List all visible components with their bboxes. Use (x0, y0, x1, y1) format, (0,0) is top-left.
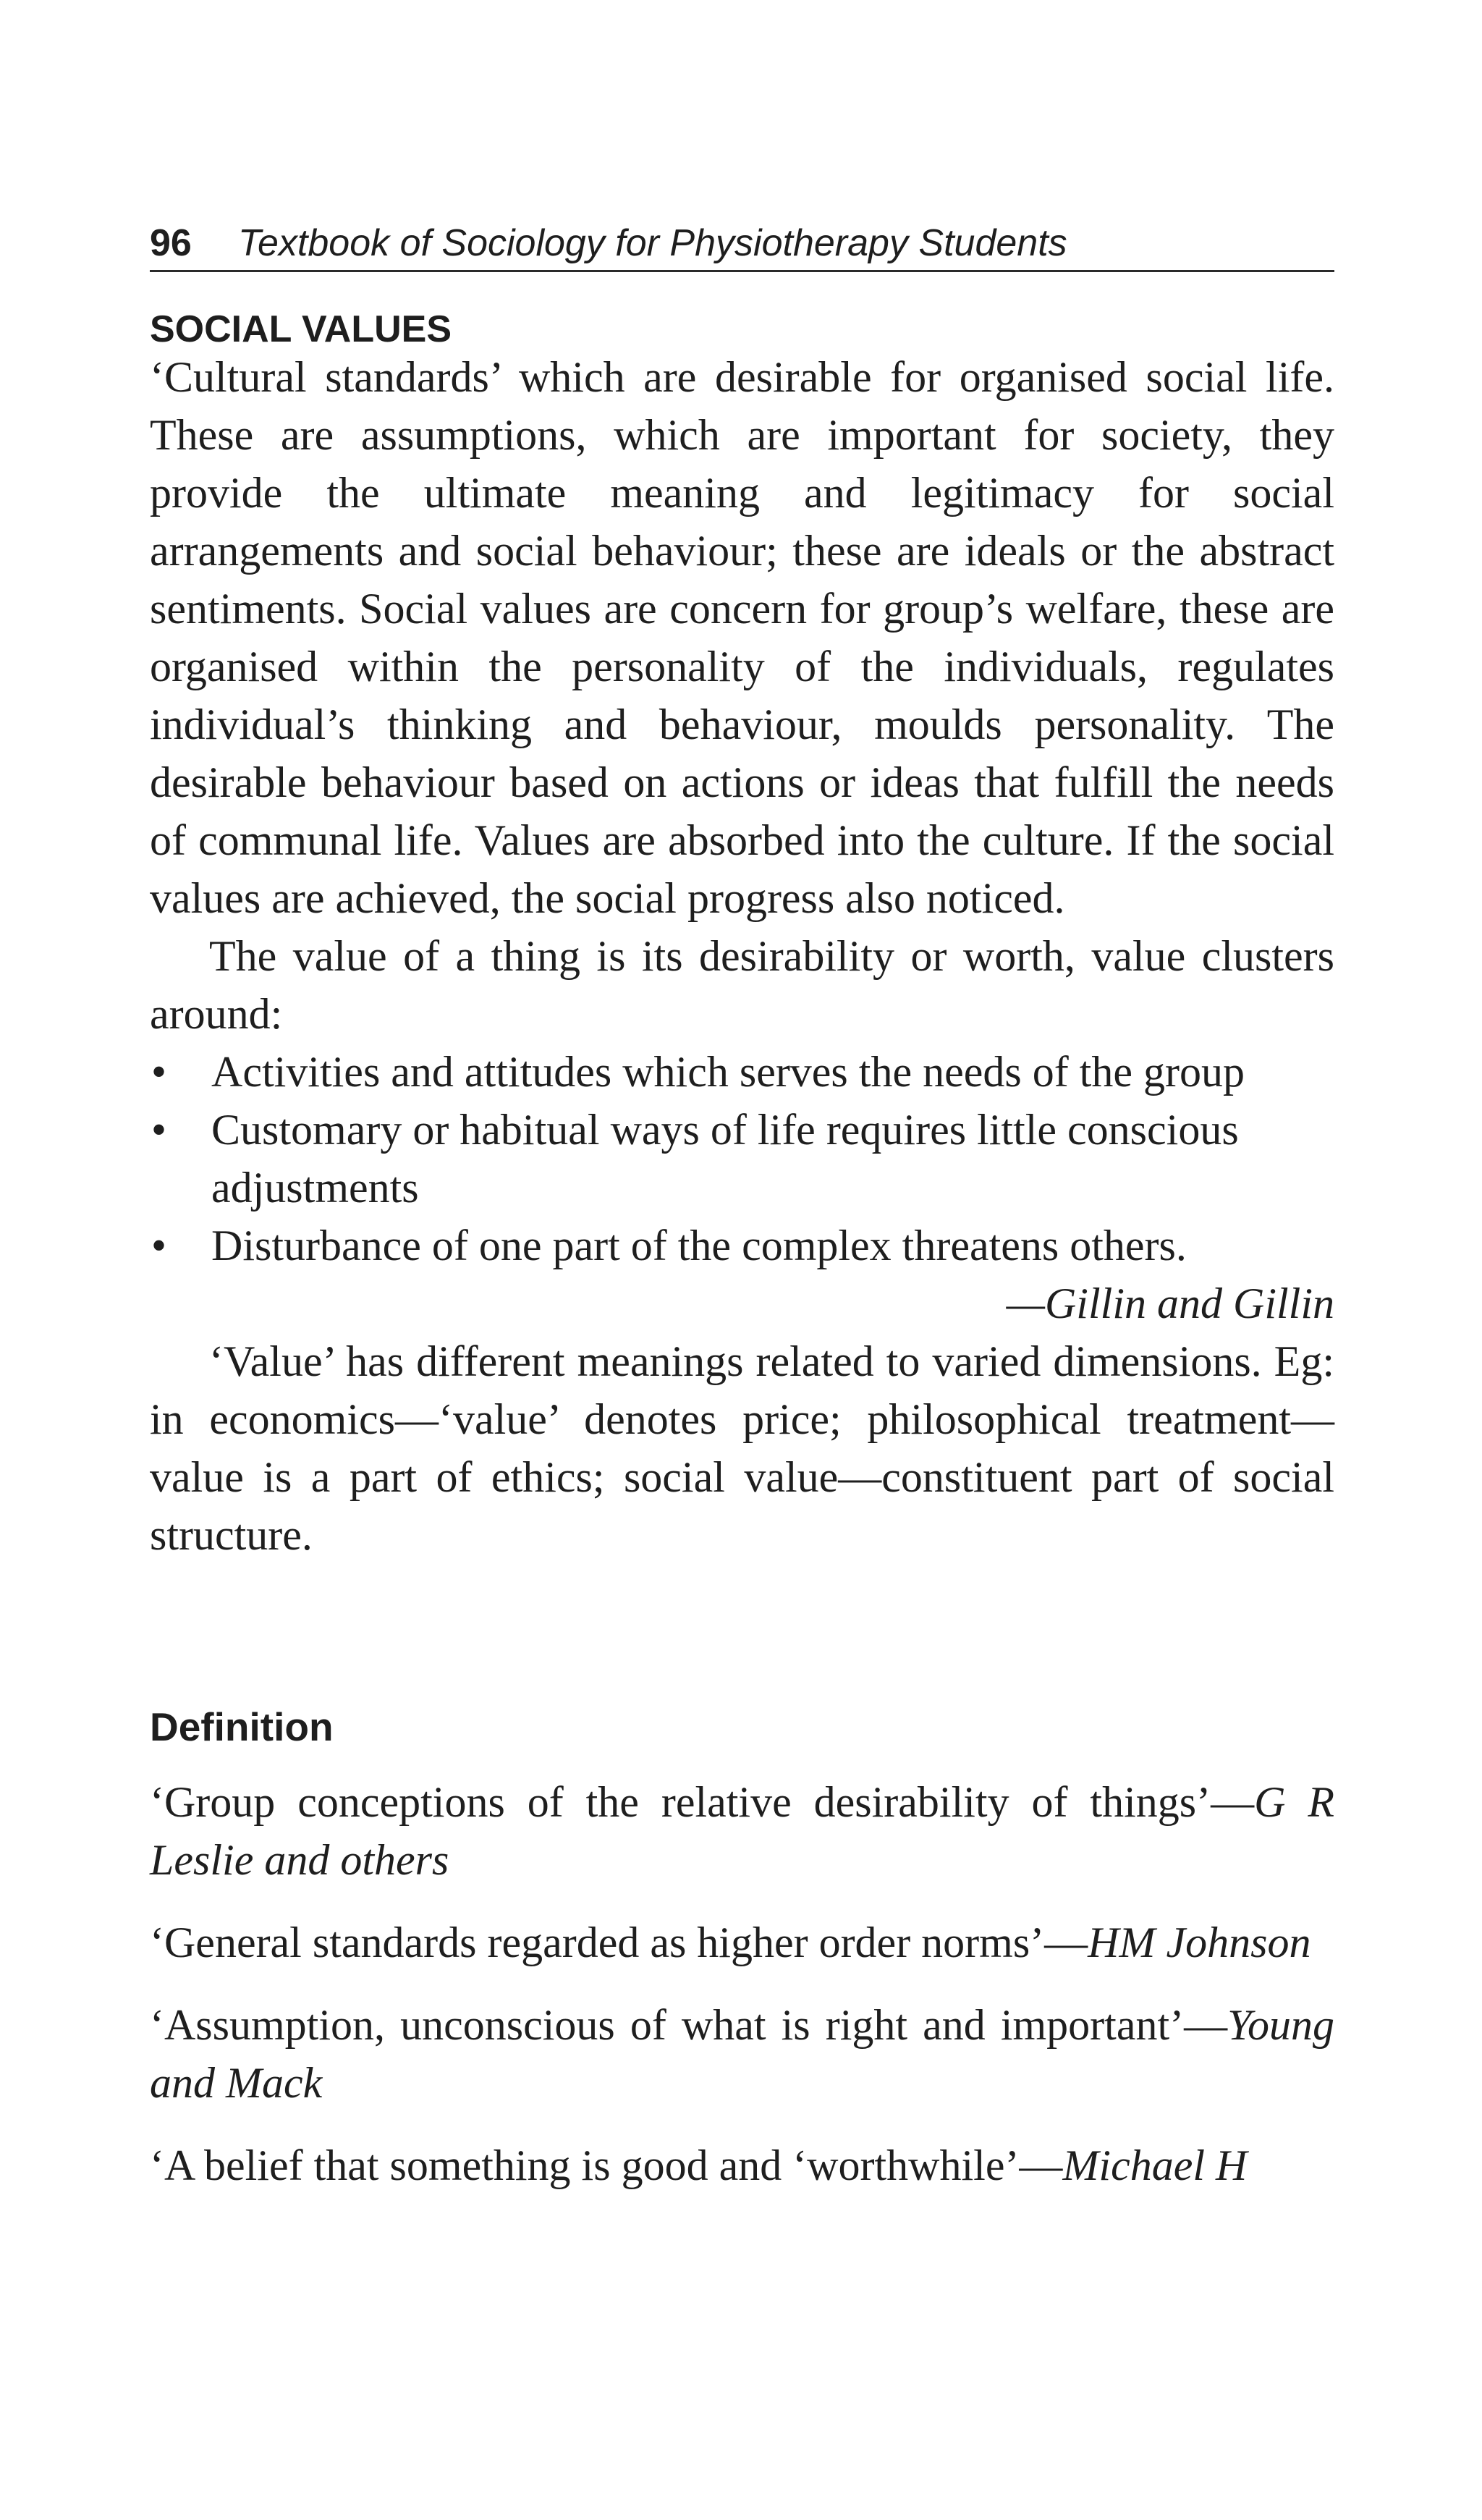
definition-quote: ‘Group conceptions of the relative desirability of things’— (150, 1778, 1255, 1826)
definition-author: Michael H (1062, 2141, 1248, 2189)
definition-item (150, 1996, 1334, 2112)
list-item (150, 1217, 1334, 1274)
definition-quote: ‘A belief that something is good and ‘worthwhile’— (150, 2141, 1063, 2189)
list-item (150, 1101, 1334, 1217)
intro-paragraph: ‘Cultural standards’ which are desirable for organised social life. These are assumptions, which are important for society, they provide the ultimate meaning and legitimacy for social arrangements and social behaviour; these are ideals or the abstract sentiments. Social values are concern for group’s welfare, these are organised within the personality of the individuals, regulates individual’s thinking and behaviour, moulds personality. The desirable behaviour based on actions or ideas that fulfill the needs of communal life. Values are absorbed into the culture. If the social values are achieved, the social progress also noticed. (150, 353, 1334, 922)
quote-attribution: —Gillin and Gillin (1006, 1280, 1334, 1327)
bullet-icon: • (151, 1222, 167, 1269)
list-item-text: Activities and attitudes which serves the needs of the group (211, 1048, 1245, 1096)
section-heading: SOCIAL VALUES (150, 308, 452, 350)
meanings-paragraph: ‘Value’ has different meanings related to varied dimensions. Eg: in economics—‘value’ denotes price; philosophical treatment—value is a part of ethics; social value—constituent part of social structure. (150, 1337, 1334, 1559)
page-number: 96 (150, 222, 192, 264)
list-item-text: Customary or habitual ways of life requires little conscious adjustments (211, 1106, 1239, 1212)
definition-item (150, 1773, 1334, 1889)
bullet-icon: • (151, 1106, 167, 1154)
bullet-icon: • (151, 1048, 167, 1096)
definition-author: HM Johnson (1088, 1919, 1311, 1966)
value-paragraph: The value of a thing is its desirability or worth, value clusters around: (150, 932, 1334, 1038)
definition-list (150, 1773, 1334, 2219)
definition-author: G R Leslie and others (150, 1778, 1334, 1884)
book-title: Textbook of Sociology for Physiotherapy Students (238, 222, 1067, 264)
running-header (150, 210, 1334, 272)
definition-quote: ‘General standards regarded as higher order norms’— (150, 1919, 1088, 1966)
value-clusters-list (150, 1043, 1334, 1274)
list-item (150, 1043, 1334, 1101)
social-values-body (150, 348, 1334, 1564)
definition-quote: ‘Assumption, unconscious of what is right and important’— (150, 2001, 1228, 2049)
definition-item (150, 1914, 1334, 1971)
book-page (150, 210, 1334, 2189)
list-item-text: Disturbance of one part of the complex threatens others. (211, 1222, 1187, 1269)
definition-item (150, 2136, 1334, 2194)
definition-author: Young and Mack (150, 2001, 1334, 2107)
definition-heading: Definition (150, 1704, 334, 1749)
